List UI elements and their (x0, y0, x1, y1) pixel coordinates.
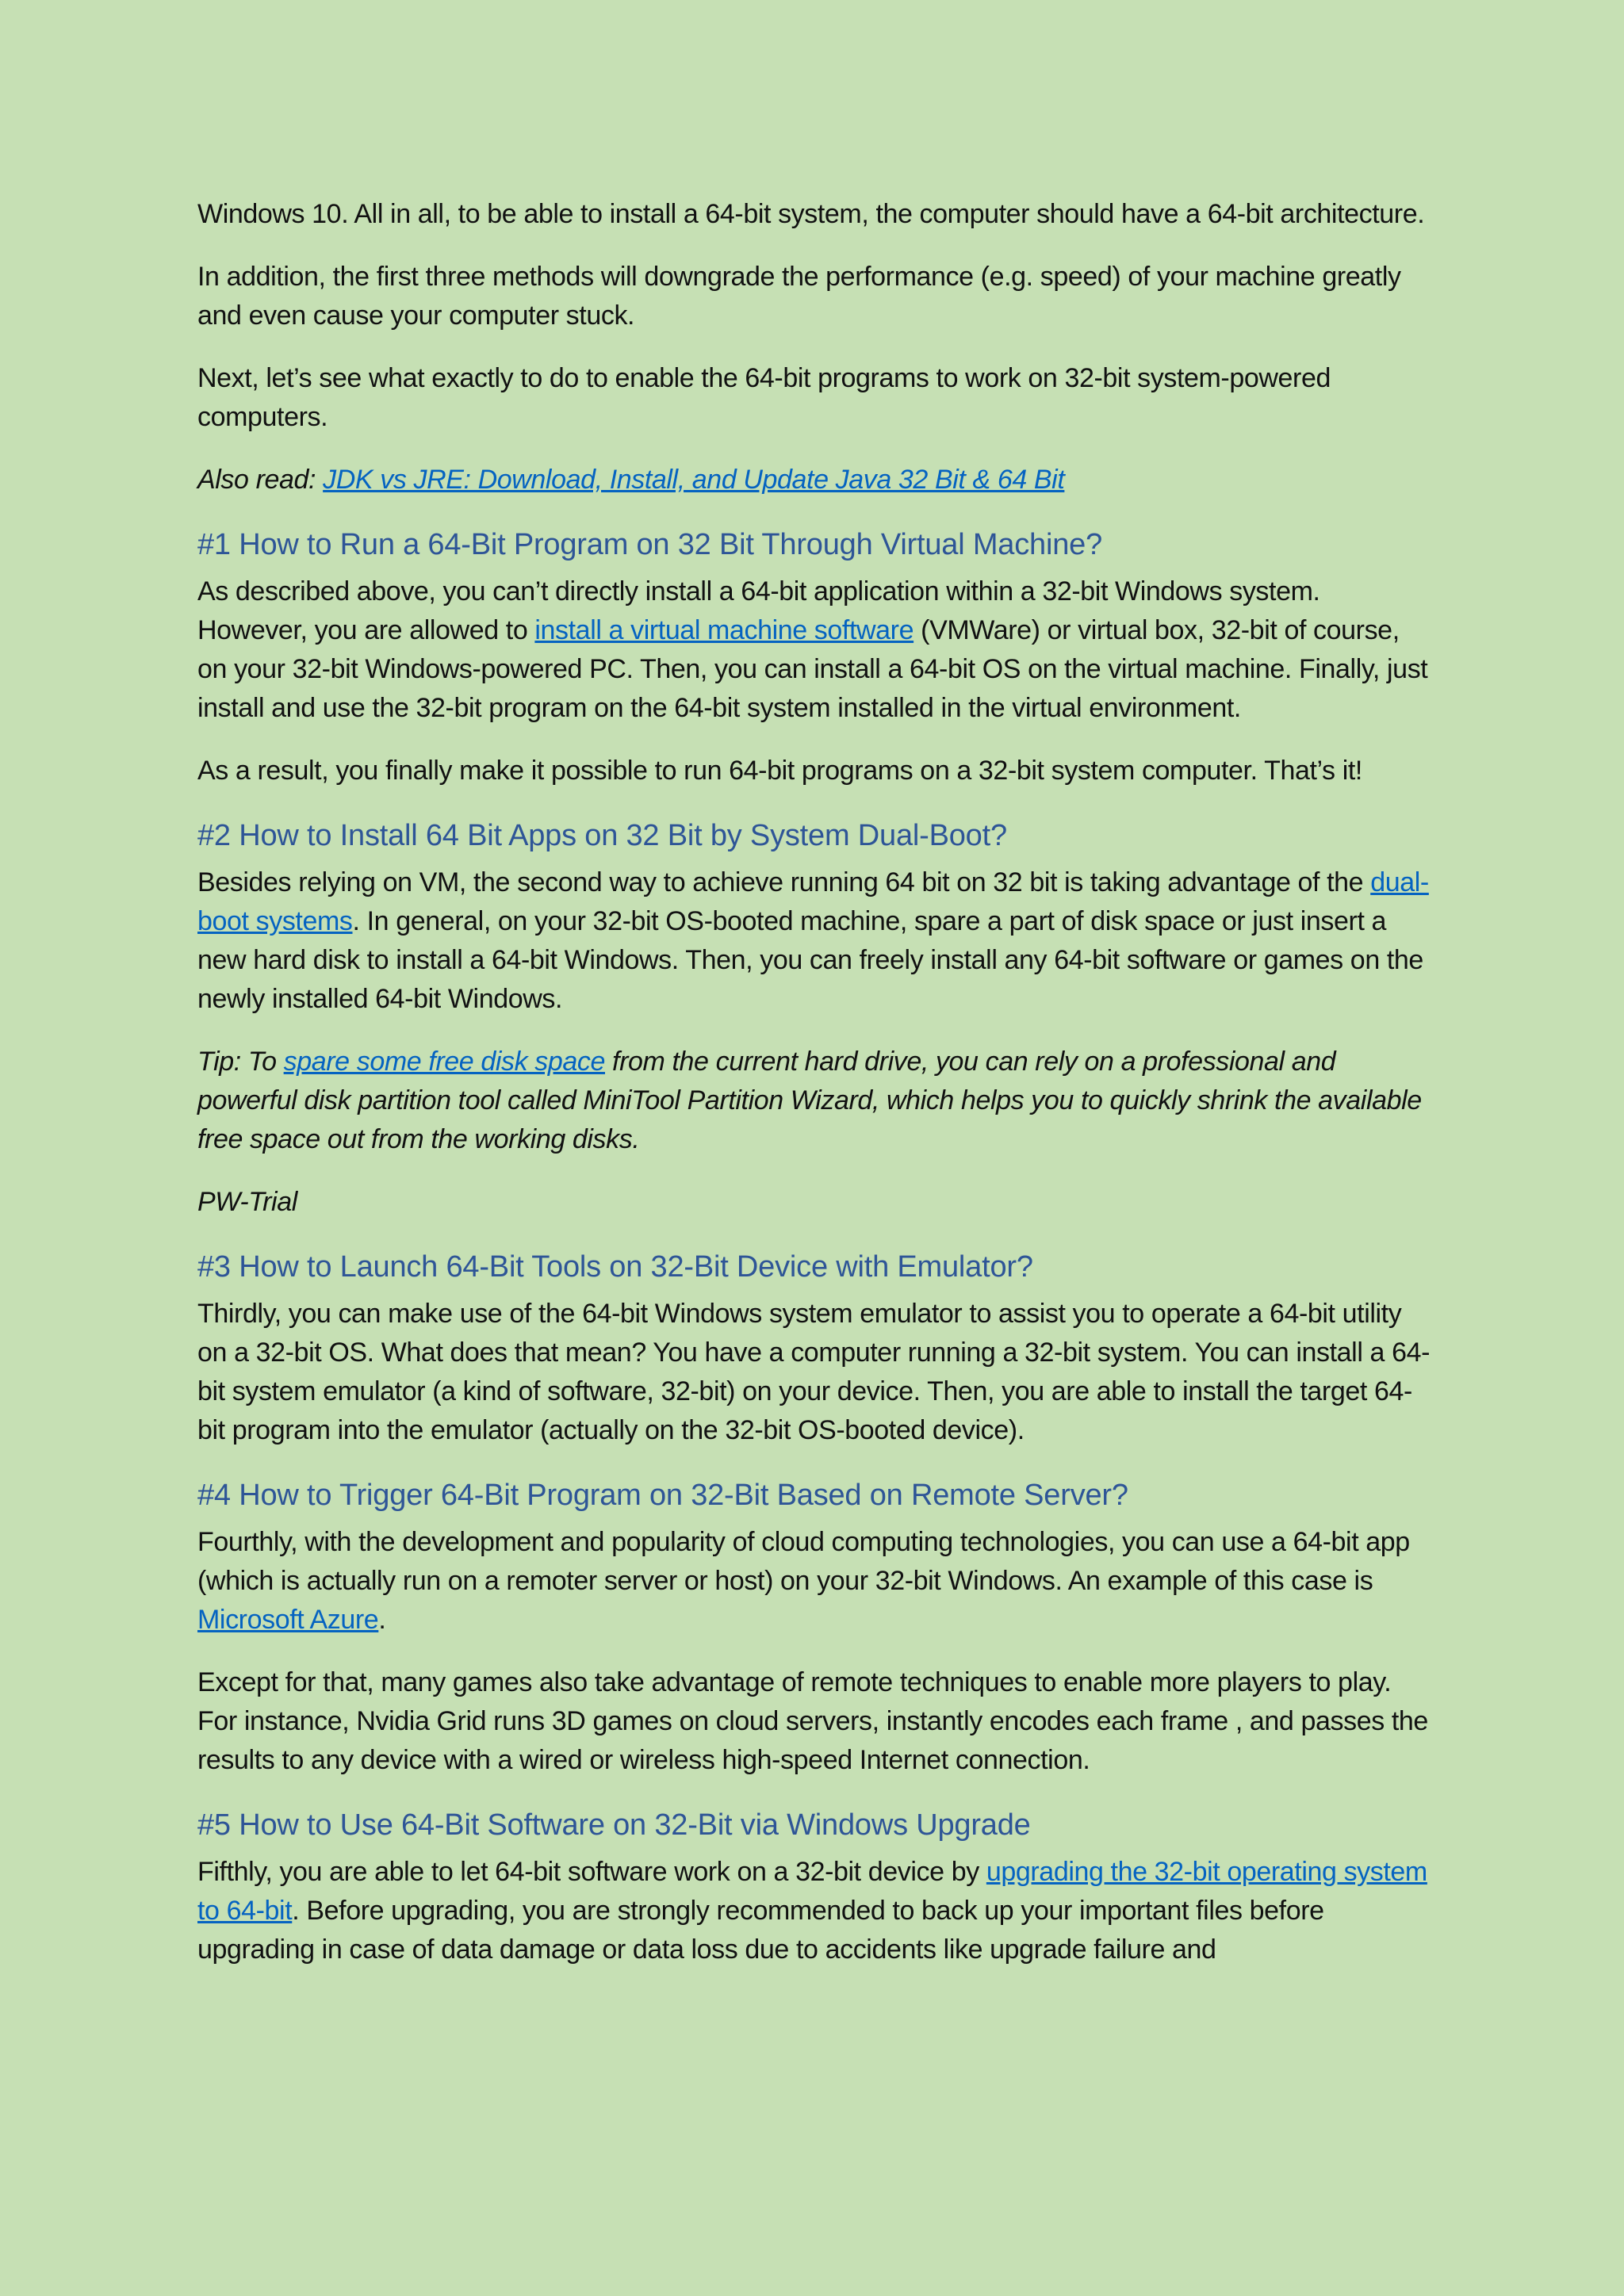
link-dual-boot-systems[interactable]: dual-boot systems (197, 867, 1429, 936)
heading-virtual-machine: #1 How to Run a 64-Bit Program on 32 Bit Through Virtual Machine? (197, 528, 1103, 561)
text-run: (VMWare) or virtual box, 32-bit of course, on your 32-bit Windows-powered PC. Then, you can install a 64-bit OS on the virtual machine. Finally, just install and use the 32-bit program on the 64-bit system installed in the virtual environment. (197, 615, 1428, 723)
paragraph-next-steps: Next, let’s see what exactly to do to enable the 64-bit programs to work on 32-bit system-powered computers. (197, 363, 1331, 432)
text-run: . Before upgrading, you are strongly recommended to back up your important files before upgrading in case of data damage or data loss due to accidents like upgrade failure and (197, 1896, 1324, 1965)
text-run: Tip: To (197, 1047, 284, 1077)
paragraph-performance: In addition, the first three methods will downgrade the performance (e.g. speed) of your machine greatly and even cause your computer stuck. (197, 262, 1401, 331)
paragraph-architecture: Windows 10. All in all, to be able to install a 64-bit system, the computer should have a 64-bit architecture. (197, 199, 1425, 229)
paragraph-remote-games: Except for that, many games also take advantage of remote techniques to enable more players to play. For instance, Nvidia Grid runs 3D games on cloud servers, instantly encodes each frame , and passes the results to any device with a wired or wireless high-speed Internet connection. (197, 1667, 1428, 1775)
text-run: from the current hard drive, you can rely on a professional and powerful disk partition tool called MiniTool Partition Wizard, which helps you to quickly shrink the available free space out from the working disks. (197, 1047, 1422, 1154)
text-run: . (378, 1605, 386, 1635)
also-read-line (197, 461, 1434, 499)
heading-windows-upgrade: #5 How to Use 64-Bit Software on 32-Bit via Windows Upgrade (197, 1808, 1031, 1842)
pw-trial-label: PW-Trial (197, 1187, 297, 1217)
heading-dual-boot: #2 How to Install 64 Bit Apps on 32 Bit by System Dual-Boot? (197, 819, 1007, 852)
heading-emulator: #3 How to Launch 64-Bit Tools on 32-Bit Device with Emulator? (197, 1250, 1033, 1284)
paragraph-emulator: Thirdly, you can make use of the 64-bit Windows system emulator to assist you to operate a 64-bit utility on a 32-bit OS. What does that mean? You have a computer running a 32-bit system. You can install a 64-bit system emulator (a kind of software, 32-bit) on your device. Then, you are able to install the target 64-bit program into the emulator (actually on the 32-bit OS-booted device). (197, 1299, 1431, 1445)
text-run: . In general, on your 32-bit OS-booted machine, spare a part of disk space or just insert a new hard disk to install a 64-bit Windows. Then, you can freely install any 64-bit software or games on the newly installed 64-bit Windows. (197, 906, 1423, 1014)
paragraph-remote-server (197, 1523, 1434, 1640)
also-read-link[interactable]: JDK vs JRE: Download, Install, and Update Java 32 Bit & 64 Bit (323, 465, 1065, 495)
text-run: Fourthly, with the development and popularity of cloud computing technologies, you can use a 64-bit app (which is actually run on a remoter server or host) on your 32-bit Windows. An example of this case is (197, 1527, 1410, 1596)
paragraph-vm-result: As a result, you finally make it possible to run 64-bit programs on a 32-bit system computer. That’s it! (197, 756, 1362, 786)
also-read-prefix: Also read: (197, 465, 324, 495)
link-microsoft-azure[interactable]: Microsoft Azure (197, 1605, 379, 1635)
text-run: As described above, you can’t directly install a 64-bit application within a 32-bit Windows system. However, you are allowed to (197, 576, 1320, 645)
paragraph-dual-boot (197, 863, 1434, 1019)
link-install-virtual-machine[interactable]: install a virtual machine software (534, 615, 914, 645)
text-run: Besides relying on VM, the second way to achieve running 64 bit on 32 bit is taking advantage of the (197, 867, 1371, 897)
link-spare-disk-space[interactable]: spare some free disk space (283, 1047, 605, 1077)
paragraph-windows-upgrade (197, 1853, 1434, 1969)
heading-remote-server: #4 How to Trigger 64-Bit Program on 32-Bit Based on Remote Server? (197, 1479, 1128, 1512)
link-upgrade-32-to-64[interactable]: upgrading the 32-bit operating system to 64-bit (197, 1857, 1427, 1926)
paragraph-tip (197, 1043, 1434, 1159)
text-run: Fifthly, you are able to let 64-bit software work on a 32-bit device by (197, 1857, 986, 1887)
paragraph-virtual-machine (197, 572, 1434, 728)
